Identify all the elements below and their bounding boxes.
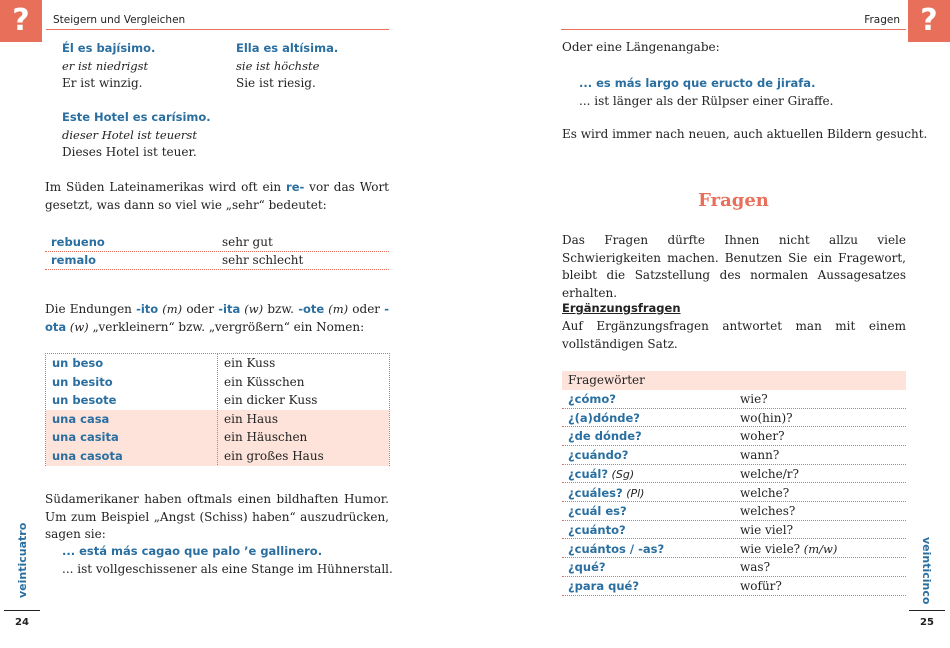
table-row [562, 484, 906, 503]
question-word-spanish: ¿qué? [568, 560, 606, 575]
example-german: Sie ist riesig. [236, 76, 316, 90]
question-word-spanish: ¿cómo? [568, 392, 616, 406]
table-cell: ein Häuschen [224, 430, 308, 444]
table-row: remalo sehr schlecht [45, 251, 389, 270]
paragraph: Es wird immer nach neuen, auch aktuellen Bildern gesucht. [562, 127, 928, 141]
question-mark-icon: ? [908, 0, 950, 42]
example-literal: dieser Hotel ist teuerst [62, 128, 197, 142]
question-word-spanish: ¿cuántos / -as? [568, 541, 665, 556]
paragraph: Das Fragen dürfte Ihnen nicht allzu viele Schwierigkeiten machen. Benutzen Sie ein Fragewort, bleibt die Satzstellung des normalen Aussagesatzes erhalten. [562, 233, 906, 300]
example-spanish: Él es bajísimo. [62, 41, 156, 55]
side-label-right: veinticinco [920, 537, 933, 605]
question-word-spanish: ¿cuál es? [568, 504, 627, 519]
question-word-german: woher? [740, 429, 785, 444]
question-word-german: welche? [740, 485, 790, 500]
table-row [562, 465, 906, 484]
table-row [562, 540, 906, 559]
question-word-spanish: ¿(a)dónde? [568, 410, 640, 425]
example-german: ... ist vollgeschissener als eine Stange im Hühnerstall. [62, 562, 393, 576]
question-word-german: wann? [740, 448, 780, 463]
grammar-note: (Sg) [608, 467, 635, 481]
question-word-german: welche/r? [740, 466, 799, 481]
paragraph: Die Endungen -ito (m) oder -ita (w) bzw. -ote (m) oder -ota (w) „verkleinern“ bzw. „vergrößern“ ein Nomen: [45, 302, 390, 334]
example-german: Er ist winzig. [62, 76, 143, 90]
question-word-german: wo(hin)? [740, 410, 793, 425]
table-row [562, 577, 906, 596]
example-german: Dieses Hotel ist teuer. [62, 145, 197, 159]
table-cell: un besote [52, 393, 117, 407]
table-cell: ein Haus [224, 412, 278, 426]
paragraph: Oder eine Längenangabe: [562, 40, 720, 54]
question-word-german: wie viele? [740, 541, 801, 556]
page-number-right: 25 [909, 610, 945, 628]
section-heading: Fragen [698, 190, 769, 211]
example-literal: sie ist höchste [236, 59, 320, 73]
side-label-left: veinticuatro [16, 522, 29, 598]
table-cell: una casita [52, 430, 119, 444]
table-cell: una casota [52, 449, 123, 463]
example-spanish: ... está más cagao que palo ’e gallinero. [62, 544, 323, 558]
question-word-german: wie viel? [740, 522, 794, 537]
paragraph: Südamerikaner haben oftmals einen bildhaften Humor. Um zum Beispiel „Angst (Schiss) haben“ auszudrücken, sagen sie: [45, 492, 389, 541]
table-row [562, 390, 906, 409]
question-word-german: welches? [740, 504, 796, 519]
table-row [562, 446, 906, 465]
example-spanish: Ella es altísima. [236, 41, 339, 55]
question-word-german: wie? [740, 392, 768, 406]
table-cell: un besito [52, 375, 113, 389]
grammar-note: (m/w) [800, 541, 838, 556]
table-cell: una casa [52, 412, 110, 426]
question-word-spanish: ¿cuáles? [568, 485, 623, 500]
table-cell: ein Küsschen [224, 375, 305, 389]
example-spanish: Este Hotel es carísimo. [62, 110, 211, 124]
question-word-spanish: ¿cuánto? [568, 522, 626, 537]
question-word-german: was? [740, 560, 771, 575]
example-literal: er ist niedrigst [62, 59, 149, 73]
question-mark-icon: ? [0, 0, 42, 42]
grammar-note: (Pl) [622, 486, 645, 500]
endings-table [45, 353, 390, 466]
question-word-spanish: ¿cuál? [568, 466, 609, 481]
question-word-german: wofür? [740, 579, 782, 593]
example-spanish: ... es más largo que eructo de jirafa. [579, 76, 816, 90]
table-row [562, 502, 906, 521]
table-header: Fragewörter [562, 371, 906, 390]
running-head-right: Fragen [561, 14, 906, 30]
table-cell: ein großes Haus [224, 449, 324, 463]
subheading: Ergänzungsfragen [562, 301, 681, 315]
paragraph: Auf Ergänzungsfragen antwortet man mit einem vollständigen Satz. [562, 319, 906, 351]
table-row [562, 521, 906, 540]
table-row [562, 558, 906, 577]
example-german: ... ist länger als der Rülpser einer Giraffe. [579, 94, 834, 108]
question-word-spanish: ¿para qué? [568, 579, 639, 593]
question-word-spanish: ¿de dónde? [568, 429, 642, 444]
paragraph: Im Süden Lateinamerikas wird oft ein re- vor das Wort gesetzt, was dann so viel wie „sehr“ bedeutet: [45, 180, 389, 212]
table-cell: ein Kuss [224, 356, 276, 370]
table-cell: ein dicker Kuss [224, 393, 318, 407]
table-row [562, 409, 906, 428]
table-cell: un beso [52, 356, 104, 370]
table-row [562, 427, 906, 446]
table-row: rebueno sehr gut [45, 233, 389, 252]
page-number-left: 24 [4, 610, 40, 628]
question-word-spanish: ¿cuándo? [568, 448, 629, 463]
running-head-left: Steigern und Vergleichen [46, 14, 389, 30]
